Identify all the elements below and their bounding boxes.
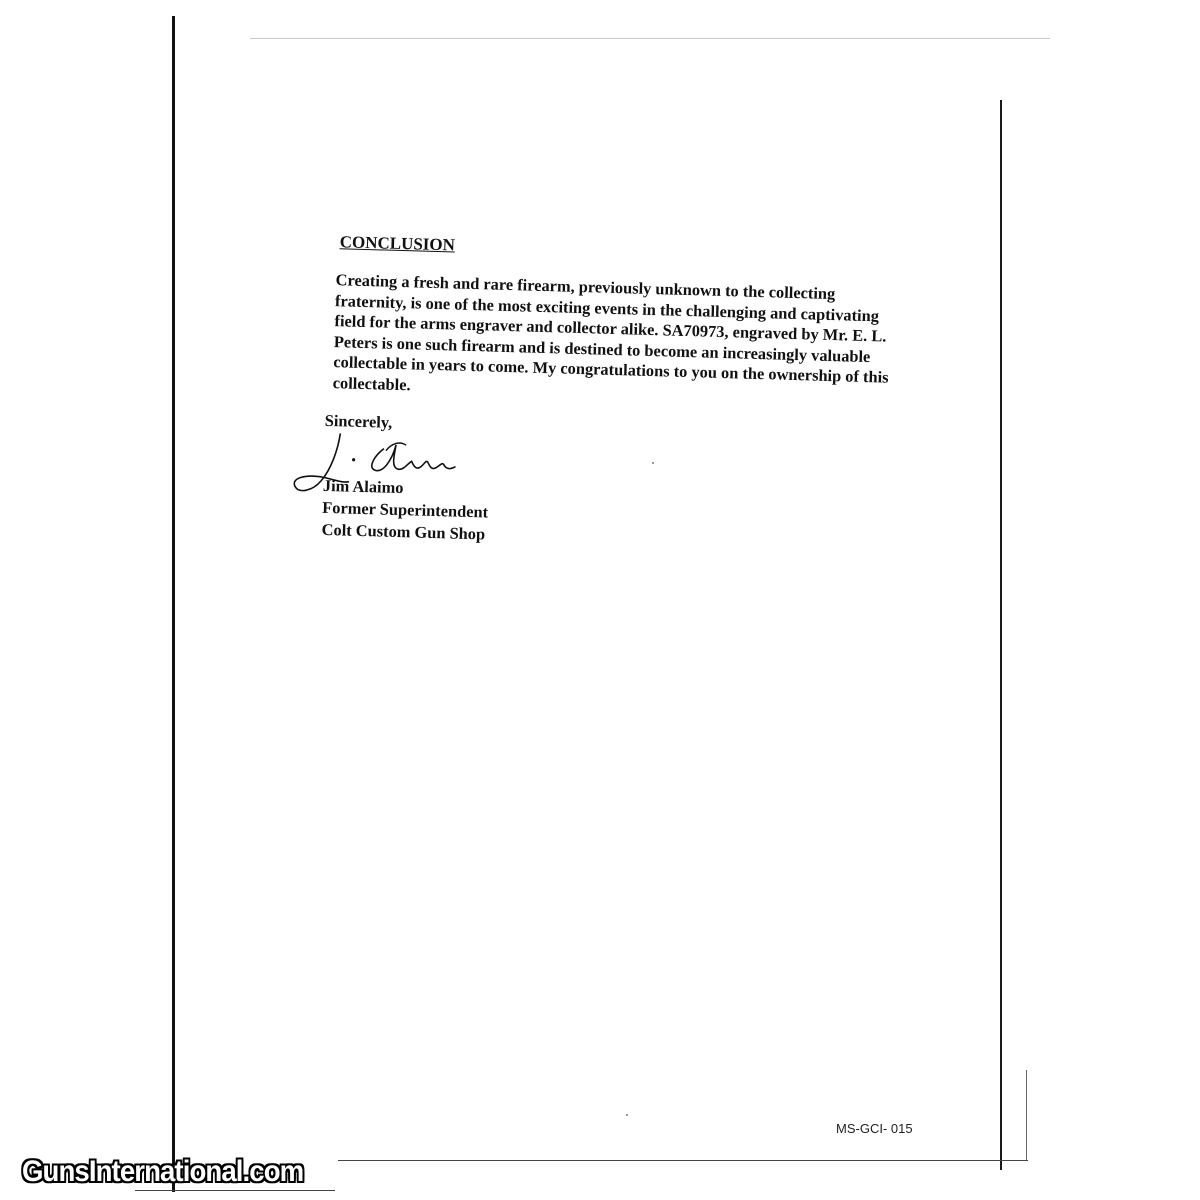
watermark-logo: GunsInternational.com xyxy=(22,1155,304,1188)
letter-body xyxy=(321,232,899,557)
signer-organization: Colt Custom Gun Shop xyxy=(321,519,486,544)
scan-border-bottom xyxy=(338,1160,1028,1161)
letter-paragraph: Creating a fresh and rare firearm, previously unknown to the collecting fraternity, is one of the most exciting events in the challenging and captivating field for the arms engraver and collector alike. SA70973, engraved by Mr. E. L. Peters is one such firearm and is destined to become an increasingly valuable collectable in years to come. My congratulations to you on the ownership of this collectable. xyxy=(332,270,889,394)
scan-border-right xyxy=(1000,100,1002,1170)
letter-closing: Sincerely, xyxy=(324,410,393,432)
signer-name: Jim Alaimo xyxy=(322,475,404,498)
scan-speck xyxy=(626,1114,628,1116)
scan-border-bottom-left xyxy=(135,1190,335,1191)
scan-border-left xyxy=(172,16,175,1192)
signer-title: Former Superintendent xyxy=(322,497,489,522)
document-code: MS-GCI- 015 xyxy=(836,1121,913,1136)
scan-border-right-inner xyxy=(1026,1070,1027,1160)
letter-heading: CONCLUSION xyxy=(339,232,456,255)
scan-border-top xyxy=(250,38,1050,39)
